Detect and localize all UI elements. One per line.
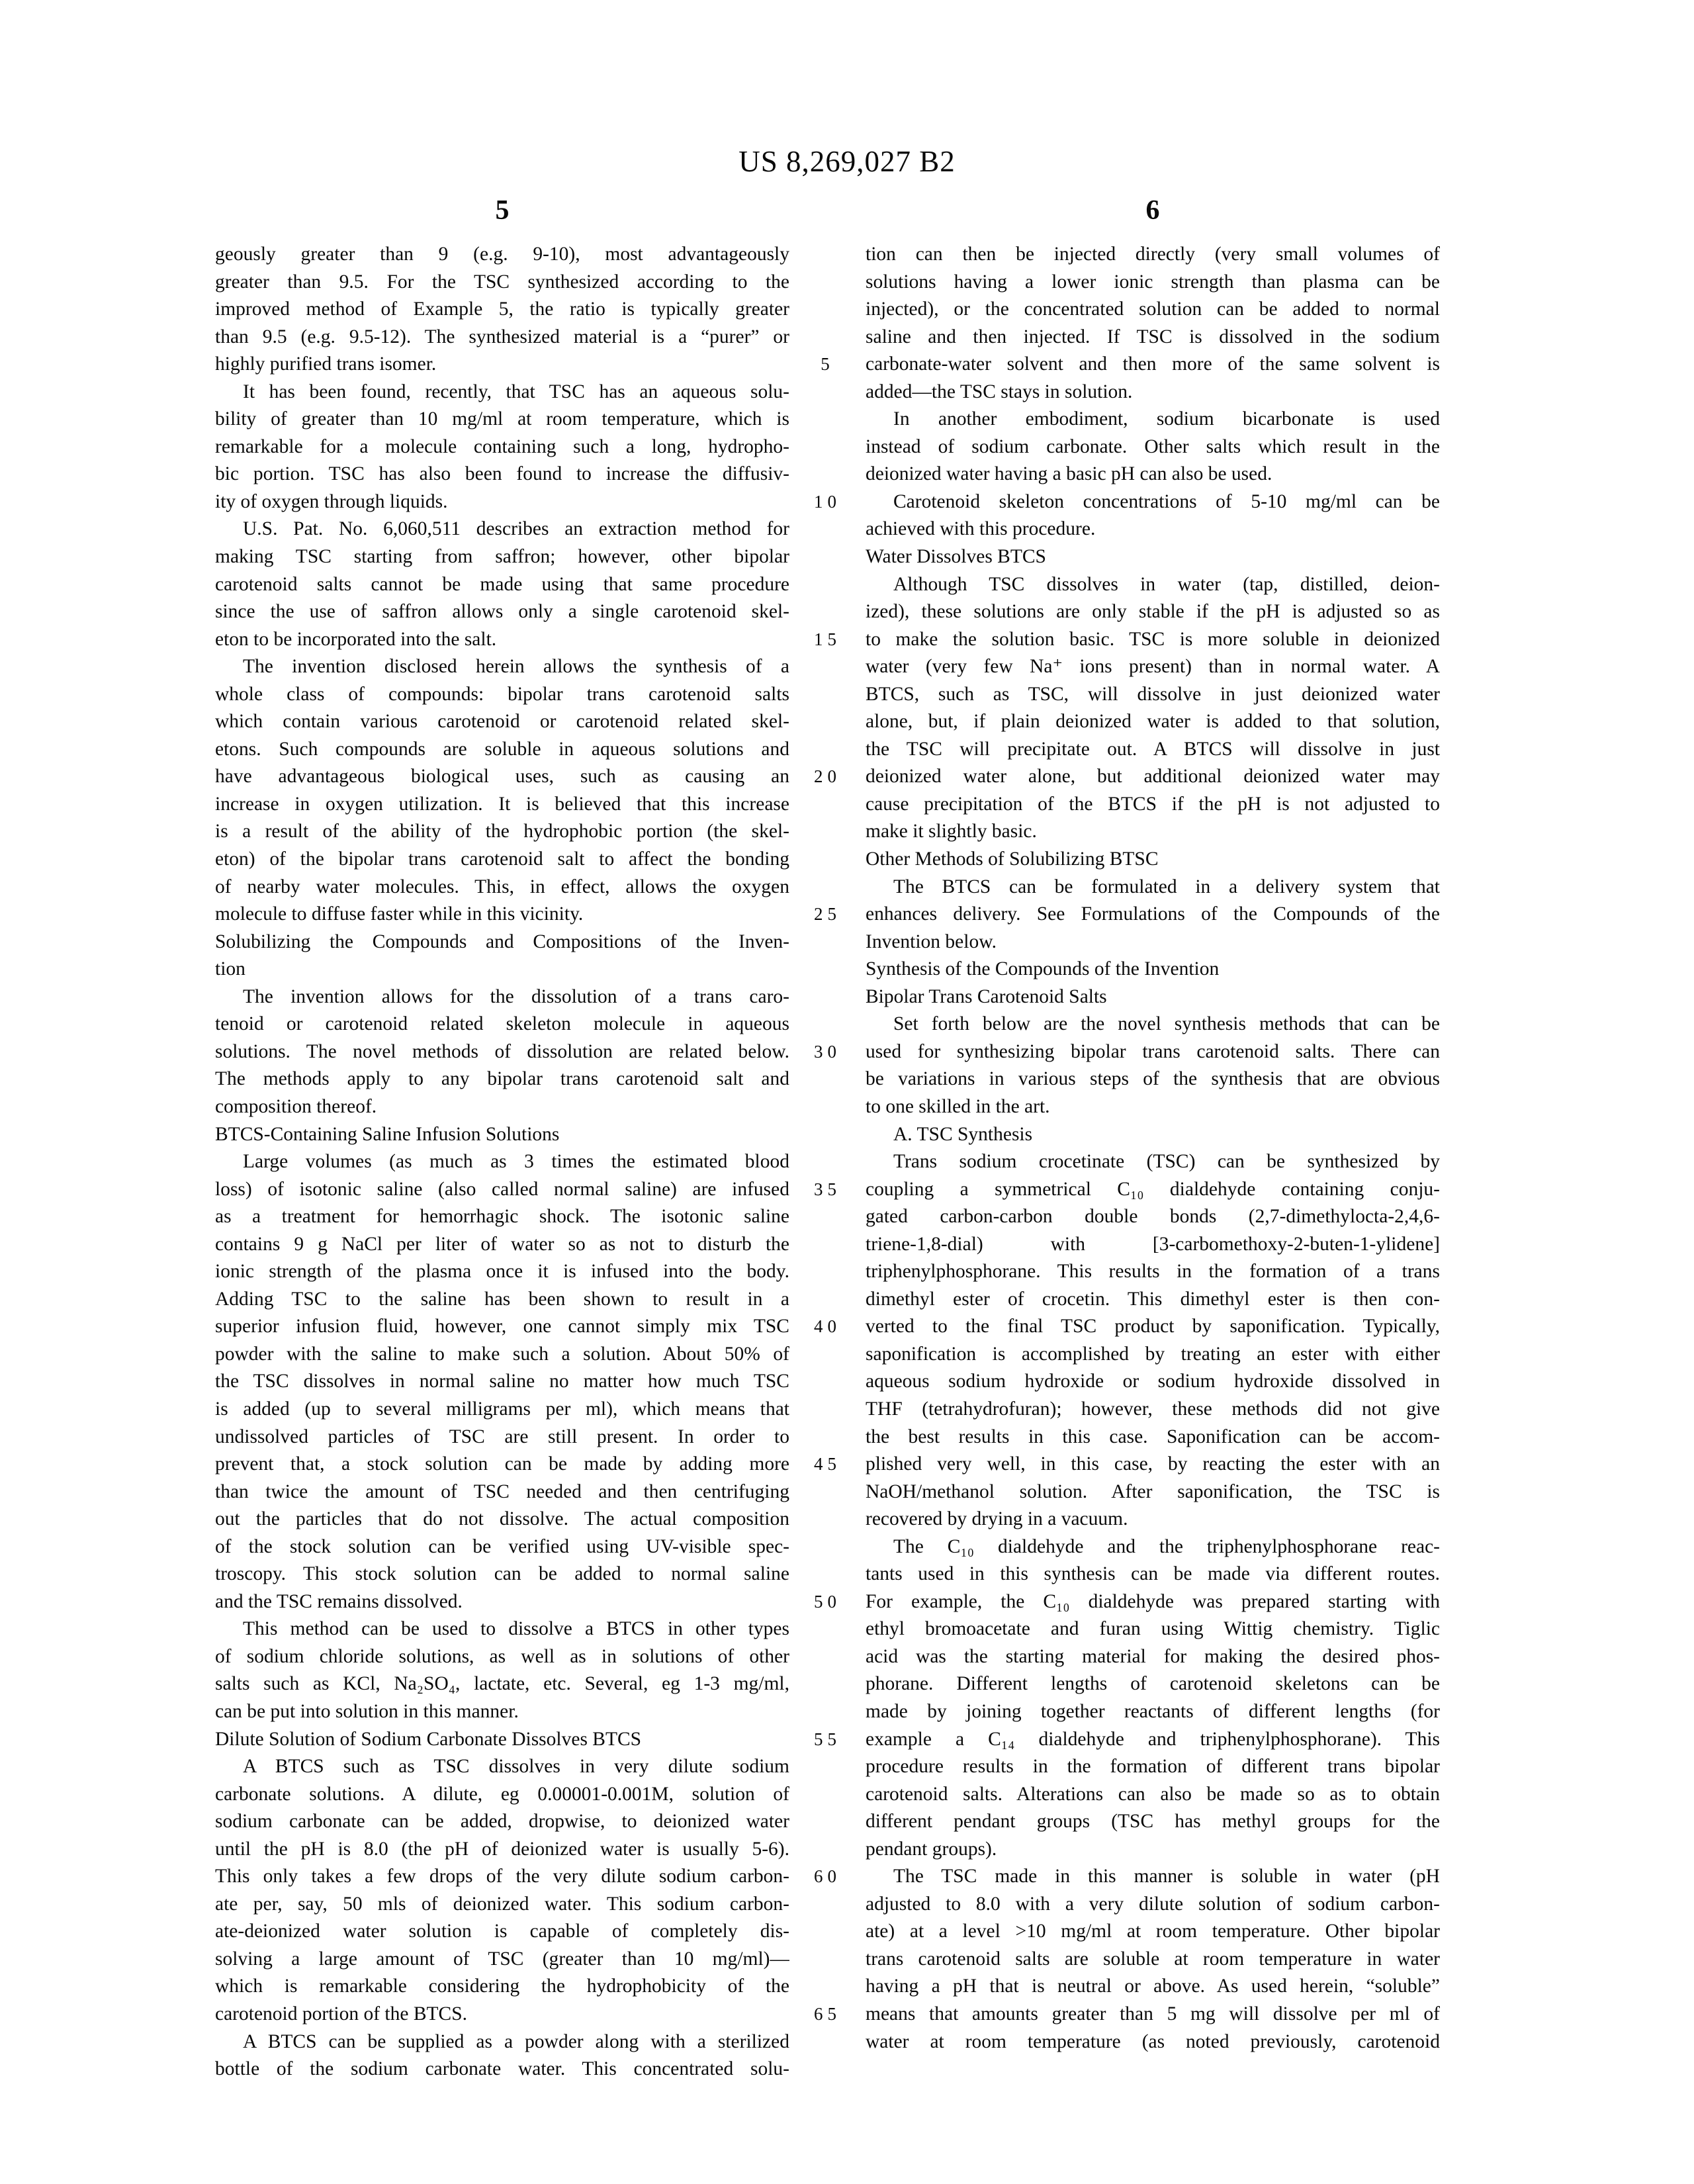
text-line: The invention allows for the dissolution of a trans caro- — [243, 985, 789, 1007]
text-line: ate-deionized water solution is capable of completely dis- — [215, 1921, 789, 1942]
text-line: A. TSC Synthesis — [893, 1123, 1033, 1145]
text-line: carbonate-water solvent and then more of the same solvent is — [866, 353, 1440, 375]
text-line: pendant groups). — [866, 1838, 997, 1860]
text-line: A BTCS can be supplied as a powder along with a sterilized — [243, 2030, 789, 2052]
text-line: tion can then be injected directly (very small volumes of — [866, 244, 1440, 265]
text-line: recovered by drying in a vacuum. — [866, 1508, 1128, 1530]
text-line: saline and then injected. If TSC is dissolved in the sodium — [866, 326, 1440, 347]
text-line: until the pH is 8.0 (the pH of deionized water is usually 5-6). — [215, 1838, 789, 1860]
text-line: carotenoid portion of the BTCS. — [215, 2003, 467, 2025]
gutter-line-number: 60 — [814, 1866, 841, 1887]
text-line: of sodium chloride solutions, as well as in solutions of other — [215, 1645, 789, 1667]
text-line: solving a large amount of TSC (greater than 10 mg/ml)— — [215, 1948, 789, 1970]
text-line: bility of greater than 10 mg/ml at room temperature, which is — [215, 408, 789, 430]
text-line: ity of oxygen through liquids. — [215, 490, 448, 512]
text-line: solutions having a lower ionic strength than plasma can be — [866, 271, 1440, 293]
text-line: powder with the saline to make such a solution. About 50% of — [215, 1343, 789, 1365]
gutter-line-number: 10 — [814, 491, 841, 512]
text-line: undissolved particles of TSC are still present. In order to — [215, 1426, 789, 1447]
gutter-line-number: 55 — [814, 1729, 841, 1749]
text-line: Carotenoid skeleton concentrations of 5-10 mg/ml can be — [893, 490, 1440, 512]
text-line: THF (tetrahydrofuran); however, these methods did not give — [866, 1398, 1440, 1420]
text-line: gated carbon-carbon double bonds (2,7-dimethylocta-2,4,6- — [866, 1206, 1440, 1228]
text-line: of the stock solution can be verified using UV-visible spec- — [215, 1535, 789, 1557]
text-line: ate) at a level >10 mg/ml at room temperature. Other bipolar — [866, 1921, 1440, 1942]
text-line: BTCS, such as TSC, will dissolve in just deionized water — [866, 683, 1440, 705]
text-line: adjusted to 8.0 with a very dilute solution of sodium carbon- — [866, 1893, 1440, 1915]
text-line: to one skilled in the art. — [866, 1095, 1050, 1117]
text-line: deionized water having a basic pH can also be used. — [866, 463, 1272, 485]
text-line: triphenylphosphorane. This results in the formation of a trans — [866, 1261, 1440, 1283]
text-line: A BTCS such as TSC dissolves in very dilute sodium — [243, 1756, 789, 1778]
text-line: whole class of compounds: bipolar trans carotenoid salts — [215, 683, 789, 705]
text-line: prevent that, a stock solution can be made by adding more — [215, 1453, 789, 1475]
text-line: trans carotenoid salts are soluble at room temperature in water — [866, 1948, 1440, 1970]
right-text-column — [866, 241, 1440, 2056]
text-line: The TSC made in this manner is soluble in water (pH — [893, 1866, 1440, 1888]
text-line: have advantageous biological uses, such as causing an — [215, 766, 789, 788]
text-line: greater than 9.5. For the TSC synthesized according to the — [215, 271, 789, 293]
text-line: to make the solution basic. TSC is more soluble in deionized — [866, 628, 1440, 650]
text-line: cause precipitation of the BTCS if the pH is not adjusted to — [866, 793, 1440, 815]
gutter-line-number: 35 — [814, 1179, 841, 1199]
text-line: having a pH that is neutral or above. As used herein, “soluble” — [866, 1976, 1440, 1997]
text-line: aqueous sodium hydroxide or sodium hydroxide dissolved in — [866, 1371, 1440, 1392]
text-line: bic portion. TSC has also been found to increase the diffusiv- — [215, 463, 789, 485]
text-line: procedure results in the formation of different trans bipolar — [866, 1756, 1440, 1778]
left-text-column — [215, 241, 789, 2083]
text-line: ate per, say, 50 mls of deionized water. This sodium carbon- — [215, 1893, 789, 1915]
right-column-page-number: 6 — [1145, 195, 1160, 226]
text-line: of nearby water molecules. This, in effect, allows the oxygen — [215, 876, 789, 897]
text-line: remarkable for a molecule containing such a long, hydropho- — [215, 435, 789, 457]
text-line: instead of sodium carbonate. Other salts which result in the — [866, 435, 1440, 457]
text-line: ized), these solutions are only stable if the pH is adjusted so as — [866, 601, 1440, 623]
text-line: can be put into solution in this manner. — [215, 1700, 519, 1722]
text-line: eton to be incorporated into the salt. — [215, 628, 497, 650]
left-column-page-number: 5 — [495, 195, 510, 226]
text-line: plished very well, in this case, by reacting the ester with an — [866, 1453, 1440, 1475]
gutter-line-number: 15 — [814, 629, 841, 649]
text-line: triene-1,8-dial) with [3-carbomethoxy-2-buten-1-ylidene] — [866, 1233, 1440, 1255]
text-line: U.S. Pat. No. 6,060,511 describes an extraction method for — [243, 518, 789, 540]
text-line: salts such as KCl, Na₂SO₄, lactate, etc. Several, eg 1-3 mg/ml, — [215, 1673, 789, 1695]
text-line: sodium carbonate can be added, dropwise, to deionized water — [215, 1811, 789, 1833]
gutter-line-number: 50 — [814, 1591, 841, 1612]
text-line: water (very few Na⁺ ions present) than in normal water. A — [866, 656, 1440, 678]
text-line: ethyl bromoacetate and furan using Wittig chemistry. Tiglic — [866, 1618, 1440, 1640]
text-line: BTCS-Containing Saline Infusion Solutions — [215, 1123, 560, 1145]
text-line: highly purified trans isomer. — [215, 353, 437, 375]
text-line: means that amounts greater than 5 mg will dissolve per ml of — [866, 2003, 1440, 2025]
text-line: since the use of saffron allows only a single carotenoid skel- — [215, 601, 789, 623]
text-line: contains 9 g NaCl per liter of water so as not to disturb the — [215, 1233, 789, 1255]
patent-number: US 8,269,027 B2 — [738, 145, 956, 178]
text-line: Large volumes (as much as 3 times the estimated blood — [243, 1151, 789, 1173]
text-line: saponification is accomplished by treating an ester with either — [866, 1343, 1440, 1365]
text-line: Dilute Solution of Sodium Carbonate Dissolves BTCS — [215, 1728, 642, 1750]
text-line: made by joining together reactants of different lengths (for — [866, 1700, 1440, 1722]
text-line: deionized water alone, but additional deionized water may — [866, 766, 1440, 788]
text-line: than twice the amount of TSC needed and then centrifuging — [215, 1480, 789, 1502]
text-line: bottle of the sodium carbonate water. This concentrated solu- — [215, 2058, 789, 2080]
text-line: solutions. The novel methods of dissolution are related below. — [215, 1040, 789, 1062]
text-line: molecule to diffuse faster while in this vicinity. — [215, 903, 584, 925]
text-line: carotenoid salts. Alterations can also be made so as to obtain — [866, 1783, 1440, 1805]
text-line: and the TSC remains dissolved. — [215, 1590, 463, 1612]
text-line: eton) of the bipolar trans carotenoid salt to affect the bonding — [215, 848, 789, 870]
text-line: superior infusion fluid, however, one cannot simply mix TSC — [215, 1316, 789, 1338]
text-line: troscopy. This stock solution can be added to normal saline — [215, 1563, 789, 1585]
text-line: This only takes a few drops of the very dilute sodium carbon- — [215, 1866, 789, 1888]
text-line: is a result of the ability of the hydrophobic portion (the skel- — [215, 821, 789, 842]
text-line: Bipolar Trans Carotenoid Salts — [866, 985, 1107, 1007]
gutter-line-number: 25 — [814, 904, 841, 925]
text-line: than 9.5 (e.g. 9.5-12). The synthesized material is a “purer” or — [215, 326, 789, 347]
text-line: acid was the starting material for making the desired phos- — [866, 1645, 1440, 1667]
text-line: increase in oxygen utilization. It is believed that this increase — [215, 793, 789, 815]
text-line: For example, the C₁₀ dialdehyde was prepared starting with — [866, 1590, 1440, 1612]
text-line: water at room temperature (as noted previously, carotenoid — [866, 2030, 1440, 2052]
text-line: example a C₁₄ dialdehyde and triphenylphosphorane). This — [866, 1728, 1440, 1750]
text-line: Set forth below are the novel synthesis methods that can be — [893, 1013, 1440, 1035]
text-line: phorane. Different lengths of carotenoid skeletons can be — [866, 1673, 1440, 1695]
text-line: the best results in this case. Saponification can be accom- — [866, 1426, 1440, 1447]
text-line: loss) of isotonic saline (also called normal saline) are infused — [215, 1178, 789, 1200]
text-line: Invention below. — [866, 931, 997, 952]
text-line: the TSC will precipitate out. A BTCS will dissolve in just — [866, 738, 1440, 760]
text-line: alone, but, if plain deionized water is added to that solution, — [866, 711, 1440, 733]
text-line: Other Methods of Solubilizing BTSC — [866, 848, 1159, 870]
text-line: Although TSC dissolves in water (tap, distilled, deion- — [893, 573, 1440, 595]
text-line: tants used in this synthesis can be made via different routes. — [866, 1563, 1440, 1585]
text-line: Adding TSC to the saline has been shown to result in a — [215, 1288, 789, 1310]
text-line: It has been found, recently, that TSC has an aqueous solu- — [243, 381, 789, 402]
gutter-line-number: 20 — [814, 766, 841, 787]
text-line: tenoid or carotenoid related skeleton molecule in aqueous — [215, 1013, 789, 1035]
text-line: achieved with this procedure. — [866, 518, 1096, 540]
text-line: enhances delivery. See Formulations of the Compounds of the — [866, 903, 1440, 925]
text-line: carotenoid salts cannot be made using that same procedure — [215, 573, 789, 595]
gutter-line-number: 65 — [814, 2004, 841, 2025]
text-line: composition thereof. — [215, 1095, 377, 1117]
text-line: The methods apply to any bipolar trans carotenoid salt and — [215, 1068, 789, 1090]
text-line: making TSC starting from saffron; however, other bipolar — [215, 546, 789, 568]
gutter-line-number: 45 — [814, 1454, 841, 1475]
text-line: The C₁₀ dialdehyde and the triphenylphosphorane reac- — [893, 1535, 1440, 1557]
text-line: added—the TSC stays in solution. — [866, 381, 1133, 402]
text-line: which is remarkable considering the hydrophobicity of the — [215, 1976, 789, 1997]
text-line: tion — [215, 958, 245, 980]
text-line: carbonate solutions. A dilute, eg 0.00001-0.001M, solution of — [215, 1783, 789, 1805]
text-line: Solubilizing the Compounds and Compositions of the Inven- — [215, 931, 789, 952]
text-line: dimethyl ester of crocetin. This dimethyl ester is then con- — [866, 1288, 1440, 1310]
text-line: Water Dissolves BTCS — [866, 546, 1046, 568]
text-line: ionic strength of the plasma once it is infused into the body. — [215, 1261, 789, 1283]
gutter-line-number: 40 — [814, 1316, 841, 1337]
text-line: Synthesis of the Compounds of the Invention — [866, 958, 1220, 980]
text-line: is added (up to several milligrams per ml), which means that — [215, 1398, 789, 1420]
text-line: improved method of Example 5, the ratio is typically greater — [215, 298, 789, 320]
text-line: Trans sodium crocetinate (TSC) can be synthesized by — [893, 1151, 1440, 1173]
text-line: used for synthesizing bipolar trans carotenoid salts. There can — [866, 1040, 1440, 1062]
text-line: The invention disclosed herein allows the synthesis of a — [243, 656, 789, 678]
text-line: verted to the final TSC product by saponification. Typically, — [866, 1316, 1440, 1338]
text-line: out the particles that do not dissolve. The actual composition — [215, 1508, 789, 1530]
text-line: In another embodiment, sodium bicarbonate is used — [893, 408, 1440, 430]
text-line: different pendant groups (TSC has methyl groups for the — [866, 1811, 1440, 1833]
text-line: coupling a symmetrical C₁₀ dialdehyde containing conju- — [866, 1178, 1440, 1200]
text-line: injected), or the concentrated solution can be added to normal — [866, 298, 1440, 320]
text-line: be variations in various steps of the synthesis that are obvious — [866, 1068, 1440, 1090]
text-line: NaOH/methanol solution. After saponification, the TSC is — [866, 1480, 1440, 1502]
text-line: geously greater than 9 (e.g. 9-10), most advantageously — [215, 244, 789, 265]
gutter-line-number: 30 — [814, 1041, 841, 1062]
text-line: which contain various carotenoid or carotenoid related skel- — [215, 711, 789, 733]
text-line: The BTCS can be formulated in a delivery system that — [893, 876, 1440, 897]
text-line: This method can be used to dissolve a BTCS in other types — [243, 1618, 789, 1640]
text-line: make it slightly basic. — [866, 821, 1037, 842]
text-line: the TSC dissolves in normal saline no matter how much TSC — [215, 1371, 789, 1392]
gutter-line-number: 5 — [821, 354, 834, 375]
text-line: as a treatment for hemorrhagic shock. The isotonic saline — [215, 1206, 789, 1228]
text-line: etons. Such compounds are soluble in aqueous solutions and — [215, 738, 789, 760]
